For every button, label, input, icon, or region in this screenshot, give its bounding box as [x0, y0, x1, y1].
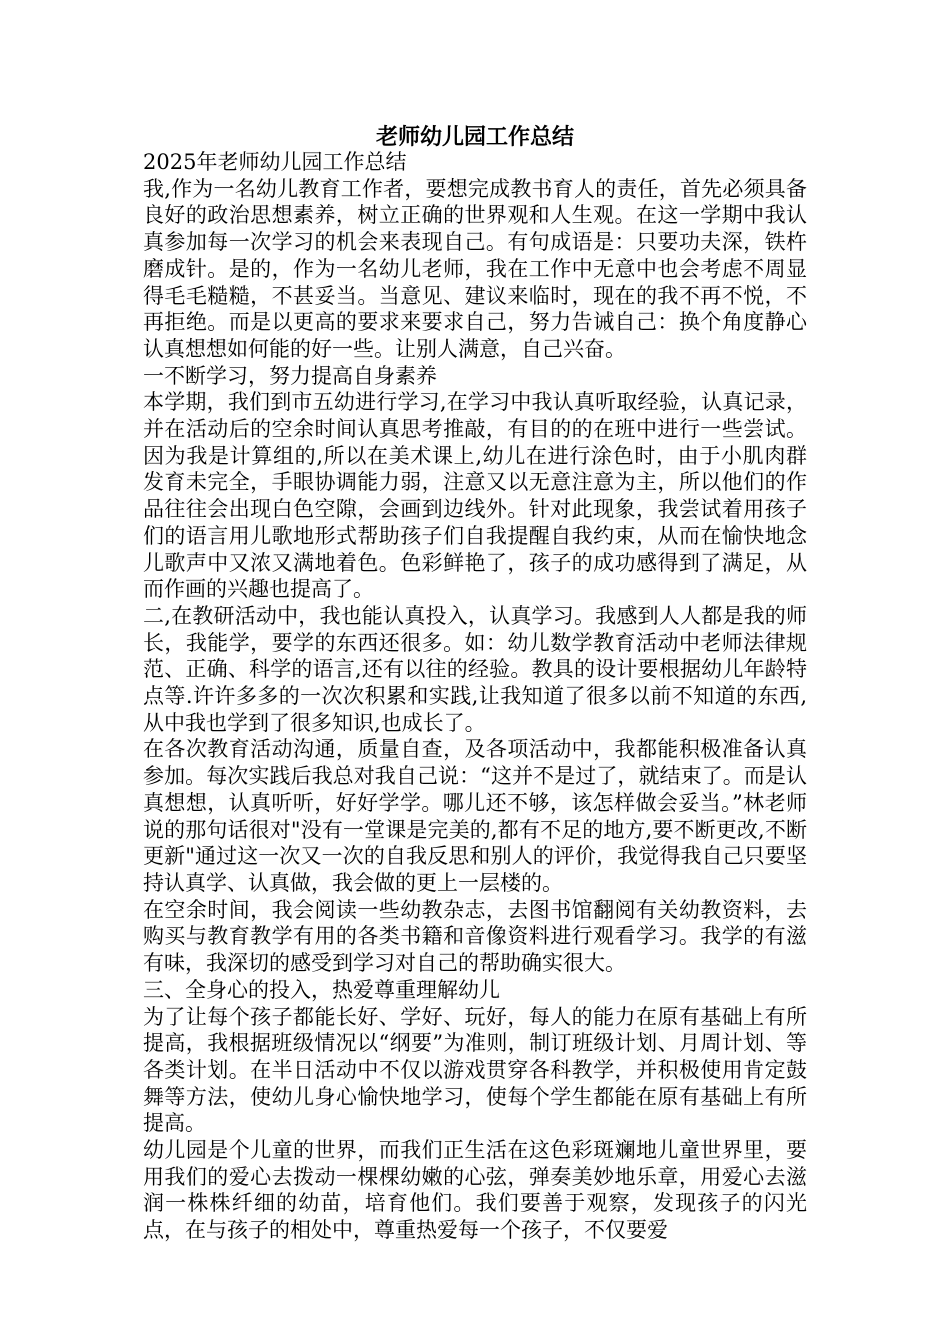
body-paragraph: 本学期，我们到市五幼进行学习,在学习中我认真听取经验，认真记录，并在活动后的空余时间认真思考推敲，有目的的在班中进行一些尝试。因为我是计算组的,所以在美术课上,幼儿在进行涂色时，由于小肌肉群发育未完全，手眼协调能力弱，注意又以无意注意为主，所以他们的作品往往会出现白色空隙，会画到边线外。针对此现象，我尝试着用孩子们的语言用儿歌地形式帮助孩子们自我提醒自我约束，从而在愉快地念儿歌声中又浓又满地着色。色彩鲜艳了，孩子的成功感得到了满足，从而作画的兴趣也提高了。	[143, 390, 807, 602]
body-paragraph: 在空余时间，我会阅读一些幼教杂志，去图书馆翻阅有关幼教资料，去购买与教育教学有用的各类书籍和音像资料进行观看学习。我学的有滋有味，我深切的感受到学习对自己的帮助确实很大。	[143, 897, 807, 976]
intro-paragraph: 我,作为一名幼儿教育工作者，要想完成教书育人的责任，首先必须具备良好的政治思想素养，树立正确的世界观和人生观。在这一学期中我认真参加每一次学习的机会来表现自己。有句成语是：只要功夫深，铁杵磨成针。是的，作为一名幼儿老师，我在工作中无意中也会考虑不周显得毛毛糙糙，不甚妥当。当意见、建议来临时，现在的我不再不悦，不再拒绝。而是以更高的要求来要求自己，努力告诫自己：换个角度静心认真想想如何能的好一些。让别人满意，自己兴奋。	[143, 176, 807, 361]
body-paragraph: 幼儿园是个儿童的世界，而我们正生活在这色彩斑斓地儿童世界里，要用我们的爱心去拨动一棵棵幼嫩的心弦，弹奏美妙地乐章，用爱心去滋润一株株纤细的幼苗，培育他们。我们要善于观察，发现孩子的闪光点，在与孩子的相处中，尊重热爱每一个孩子，不仅要爱	[143, 1138, 807, 1243]
section-heading-3: 三、全身心的投入，热爱尊重理解幼儿	[143, 977, 500, 1002]
document-title: 老师幼儿园工作总结	[375, 124, 574, 150]
subtitle-paragraph: 2025年老师幼儿园工作总结	[143, 150, 407, 174]
body-paragraph: 在各次教育活动沟通，质量自查，及各项活动中，我都能积极准备认真参加。每次实践后我总对我自己说：“这并不是过了，就结束了。而是认真想想，认真听听，好好学学。哪儿还不够，该怎样做会妥当。”林老师说的那句话很对"没有一堂课是完美的,都有不足的地方,要不断更改,不断更新"通过这一次又一次的自我反思和别人的评价，我觉得我自己只要坚持认真学、认真做，我会做的更上一层楼的。	[143, 737, 807, 895]
section-heading-2-paragraph: 二,在教研活动中，我也能认真投入，认真学习。我感到人人都是我的师长，我能学，要学的东西还很多。如：幼儿数学教育活动中老师法律规范、正确、科学的语言,还有以往的经验。教具的设计要根据幼儿年龄特点等.许许多多的一次次积累和实践,让我知道了很多以前不知道的东西,从中我也学到了很多知识,也成长了。	[143, 603, 807, 735]
body-paragraph: 为了让每个孩子都能长好、学好、玩好，每人的能力在原有基础上有所提高，我根据班级情况以“纲要”为准则，制订班级计划、月周计划、等各类计划。在半日活动中不仅以游戏贯穿各科教学，并积极使用肯定鼓舞等方法，使幼儿身心愉快地学习，使每个学生都能在原有基础上有所提高。	[143, 1004, 807, 1136]
document-body	[143, 149, 807, 1244]
section-heading-1: 一不断学习，努力提高自身素养	[143, 363, 437, 388]
